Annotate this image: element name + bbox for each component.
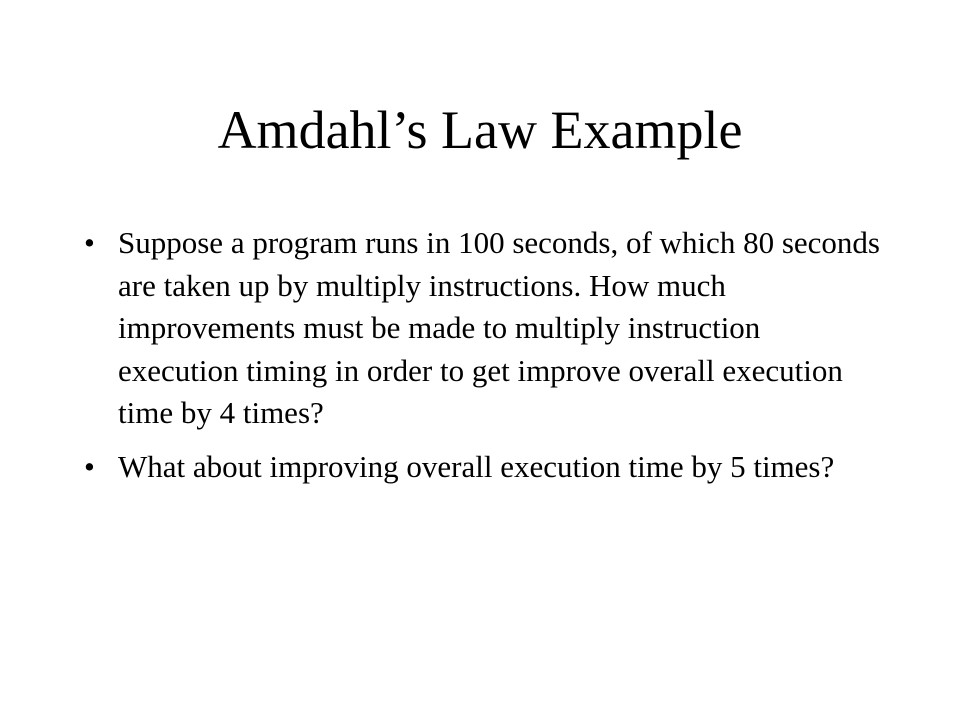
bullet-text: What about improving overall execution time by 5 times? bbox=[118, 448, 835, 484]
bullet-text: Suppose a program runs in 100 seconds, of which 80 seconds are taken up by multiply instructions. How much improvements must be made to multiply instruction execution timing in order to get improve overall execution time by 4 times? bbox=[118, 225, 880, 431]
bullet-icon: • bbox=[84, 448, 95, 484]
bullet-icon: • bbox=[84, 225, 95, 260]
bullet-item bbox=[84, 222, 884, 435]
bullet-item bbox=[84, 446, 884, 489]
bullet-list bbox=[84, 222, 884, 500]
slide-title: Amdahl’s Law Example bbox=[217, 100, 743, 160]
